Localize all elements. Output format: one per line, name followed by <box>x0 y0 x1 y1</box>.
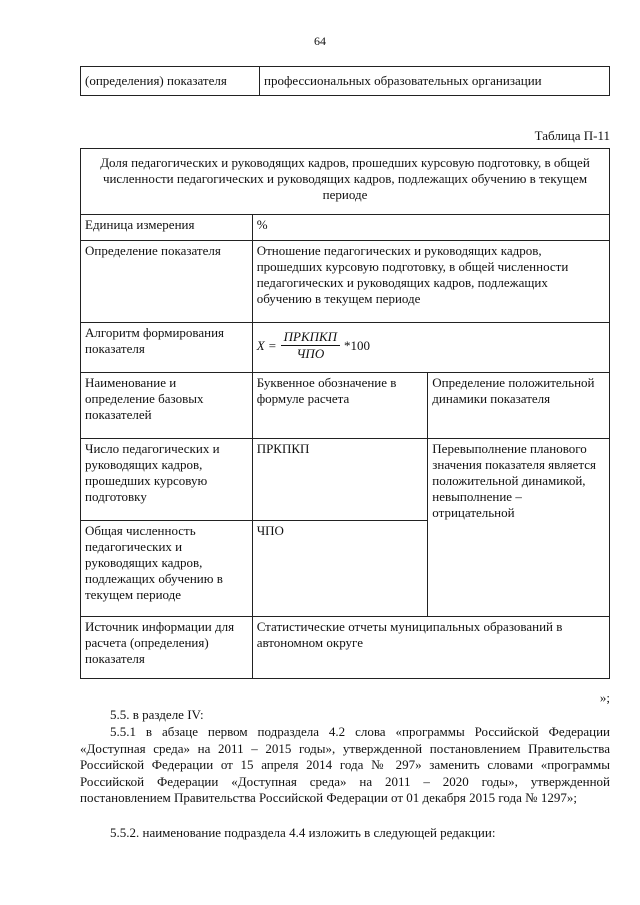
source-label: Источник информации для расчета (определения) показателя <box>81 617 253 679</box>
row-symbol: ЧПО <box>252 521 428 617</box>
closing-quote-mark: »; <box>599 690 610 705</box>
page-number: 64 <box>314 34 326 48</box>
paragraph-5-5: 5.5. в разделе IV: <box>110 707 204 722</box>
row-name: Общая численность педагогических и руководящих кадров, подлежащих обучению в текущем периоде <box>81 521 253 617</box>
top-row-label: (определения) показателя <box>81 67 260 96</box>
table-title: Доля педагогических и руководящих кадров, прошедших курсовую подготовку, в общей численности педагогических и руководящих кадров, подлежащих обучению в текущем периоде <box>81 149 610 215</box>
table-caption: Таблица П-11 <box>534 128 610 143</box>
definition-label: Определение показателя <box>81 241 253 323</box>
formula-numerator: ПРКПКП <box>281 329 340 346</box>
formula-cell <box>252 323 609 373</box>
formula-lhs: X = <box>256 337 277 353</box>
formula-fraction <box>281 329 340 362</box>
paragraph-5-5-2: 5.5.2. наименование подраздела 4.4 изложить в следующей редакции: <box>110 825 496 840</box>
formula <box>257 325 370 362</box>
header-dynamics: Определение положительной динамики показателя <box>428 373 610 439</box>
top-row-value: профессиональных образовательных организации <box>260 67 610 96</box>
row-name: Число педагогических и руководящих кадров, прошедших курсовую подготовку <box>81 439 253 521</box>
dynamics-cell: Перевыполнение планового значения показателя является положительной динамикой, невыполнение – отрицательной <box>428 439 610 617</box>
indicator-table <box>80 148 610 679</box>
source-value: Статистические отчеты муниципальных образований в автономном округе <box>252 617 609 679</box>
unit-label: Единица измерения <box>81 215 253 241</box>
formula-multiplier: *100 <box>344 337 371 353</box>
paragraph-5-5-1: 5.5.1 в абзаце первом подраздела 4.2 слова «программы Российской Федерации «Доступная среда» на 2011 – 2015 годы», утвержденной постановлением Правительства Российской Федерации от 15 апреля 2014 года № 297» заменить словами «программы Российской Федерации «Доступная среда» на 2011 – 2020 годы», утвержденной постановлением Правительства Российской Федерации от 01 декабря 2015 года № 1297»; <box>80 724 610 805</box>
header-name: Наименование и определение базовых показателей <box>81 373 253 439</box>
continued-table-row <box>80 66 610 96</box>
formula-denominator: ЧПО <box>296 346 325 361</box>
row-symbol: ПРКПКП <box>252 439 428 521</box>
header-symbol: Буквенное обозначение в формуле расчета <box>252 373 428 439</box>
algorithm-label: Алгоритм формирования показателя <box>81 323 253 373</box>
definition-value: Отношение педагогических и руководящих кадров, прошедших курсовую подготовку, в общей численности педагогических и руководящих кадров, подлежащих обучению в текущем периоде <box>252 241 609 323</box>
unit-value: % <box>252 215 609 241</box>
